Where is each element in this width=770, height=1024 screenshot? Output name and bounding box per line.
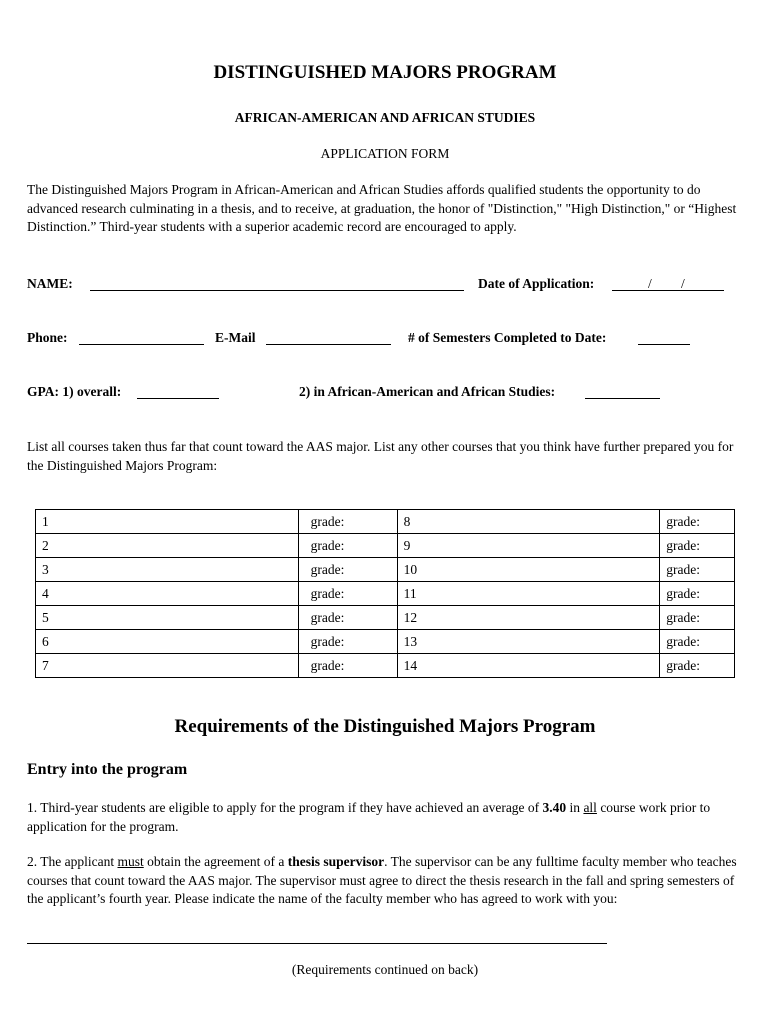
grade-cell[interactable]: grade: <box>660 582 735 606</box>
department-subtitle: AFRICAN-AMERICAN AND AFRICAN STUDIES <box>234 110 536 125</box>
grade-cell[interactable]: grade: <box>660 558 735 582</box>
grade-cell[interactable]: grade: <box>660 534 735 558</box>
grade-cell[interactable]: grade: <box>660 510 735 534</box>
course-number-cell[interactable]: 10 <box>397 558 660 582</box>
course-number-cell[interactable]: 5 <box>36 606 299 630</box>
emphasis-must: must <box>117 854 144 869</box>
emphasis-all: all <box>583 800 597 815</box>
gpa-aas-label: 2) in African-American and African Studies: <box>299 384 556 399</box>
course-row <box>36 606 735 630</box>
grade-cell[interactable]: grade: <box>298 582 397 606</box>
phone-label: Phone: <box>27 330 68 345</box>
date-label: Date of Application: <box>478 276 595 291</box>
supervisor-name-field[interactable] <box>27 943 607 944</box>
thesis-supervisor-term: thesis supervisor <box>287 854 385 869</box>
email-label: E-Mail <box>215 330 256 345</box>
courses-table <box>35 509 735 678</box>
requirement-2-text: obtain the agreement of a <box>143 854 288 869</box>
course-row <box>36 534 735 558</box>
requirement-1-text: in <box>566 800 584 815</box>
gpa-aas-field[interactable] <box>585 398 660 399</box>
course-number-cell[interactable]: 8 <box>397 510 660 534</box>
course-number-cell[interactable]: 3 <box>36 558 299 582</box>
semesters-field[interactable] <box>638 344 690 345</box>
requirement-1-text: course work prior to application for the program. <box>27 800 711 834</box>
form-label: APPLICATION FORM <box>320 146 450 161</box>
course-row <box>36 654 735 678</box>
email-field[interactable] <box>266 344 391 345</box>
date-separator: / <box>681 276 685 291</box>
semesters-label: # of Semesters Completed to Date: <box>408 330 607 345</box>
course-row <box>36 510 735 534</box>
intro-paragraph: The Distinguished Majors Program in African-American and African Studies affords qualified students the opportunity to do advanced research culminating in a thesis, and to receive, at graduation, the honor of "Distinction," "High Distinction," or “Highest Distinction.” Third-year students with a superior academic record are encouraged to apply. <box>27 182 737 234</box>
requirement-1-text: 1. Third-year students are eligible to apply for the program if they have achieved an average of <box>27 800 543 815</box>
date-field[interactable] <box>612 290 724 291</box>
course-number-cell[interactable]: 7 <box>36 654 299 678</box>
grade-cell[interactable]: grade: <box>298 630 397 654</box>
page-title: DISTINGUISHED MAJORS PROGRAM <box>213 62 557 83</box>
grade-cell[interactable]: grade: <box>298 534 397 558</box>
name-label: NAME: <box>27 276 73 291</box>
gpa-overall-label: GPA: 1) overall: <box>27 384 122 399</box>
course-number-cell[interactable]: 12 <box>397 606 660 630</box>
course-number-cell[interactable]: 2 <box>36 534 299 558</box>
course-row <box>36 558 735 582</box>
course-number-cell[interactable]: 9 <box>397 534 660 558</box>
requirement-2-text: 2. The applicant <box>27 854 118 869</box>
requirements-title: Requirements of the Distinguished Majors Program <box>174 716 596 737</box>
continued-note: (Requirements continued on back) <box>291 962 479 977</box>
name-field[interactable] <box>90 290 464 291</box>
requirement-2-text: . The supervisor can be any fulltime faculty member who teaches courses that count toward the AAS major. The supervisor must agree to direct the thesis research in the fall and spring semesters of the applicant’s fourth year. Please indicate the name of the faculty member who has agreed to work with you: <box>27 854 737 906</box>
courses-instructions: List all courses taken thus far that count toward the AAS major. List any other courses that you think have further prepared you for the Distinguished Majors Program: <box>27 439 734 473</box>
requirement-2 <box>27 853 743 909</box>
course-number-cell[interactable]: 4 <box>36 582 299 606</box>
course-row <box>36 630 735 654</box>
course-number-cell[interactable]: 6 <box>36 630 299 654</box>
grade-cell[interactable]: grade: <box>660 654 735 678</box>
grade-cell[interactable]: grade: <box>298 606 397 630</box>
grade-cell[interactable]: grade: <box>298 654 397 678</box>
course-number-cell[interactable]: 1 <box>36 510 299 534</box>
grade-cell[interactable]: grade: <box>298 510 397 534</box>
gpa-threshold: 3.40 <box>542 800 567 815</box>
grade-cell[interactable]: grade: <box>298 558 397 582</box>
grade-cell[interactable]: grade: <box>660 630 735 654</box>
entry-heading: Entry into the program <box>27 761 188 778</box>
course-row <box>36 582 735 606</box>
phone-field[interactable] <box>79 344 204 345</box>
gpa-overall-field[interactable] <box>137 398 219 399</box>
course-number-cell[interactable]: 14 <box>397 654 660 678</box>
requirement-1 <box>27 799 743 836</box>
grade-cell[interactable]: grade: <box>660 606 735 630</box>
course-number-cell[interactable]: 13 <box>397 630 660 654</box>
date-separator: / <box>648 276 652 291</box>
course-number-cell[interactable]: 11 <box>397 582 660 606</box>
